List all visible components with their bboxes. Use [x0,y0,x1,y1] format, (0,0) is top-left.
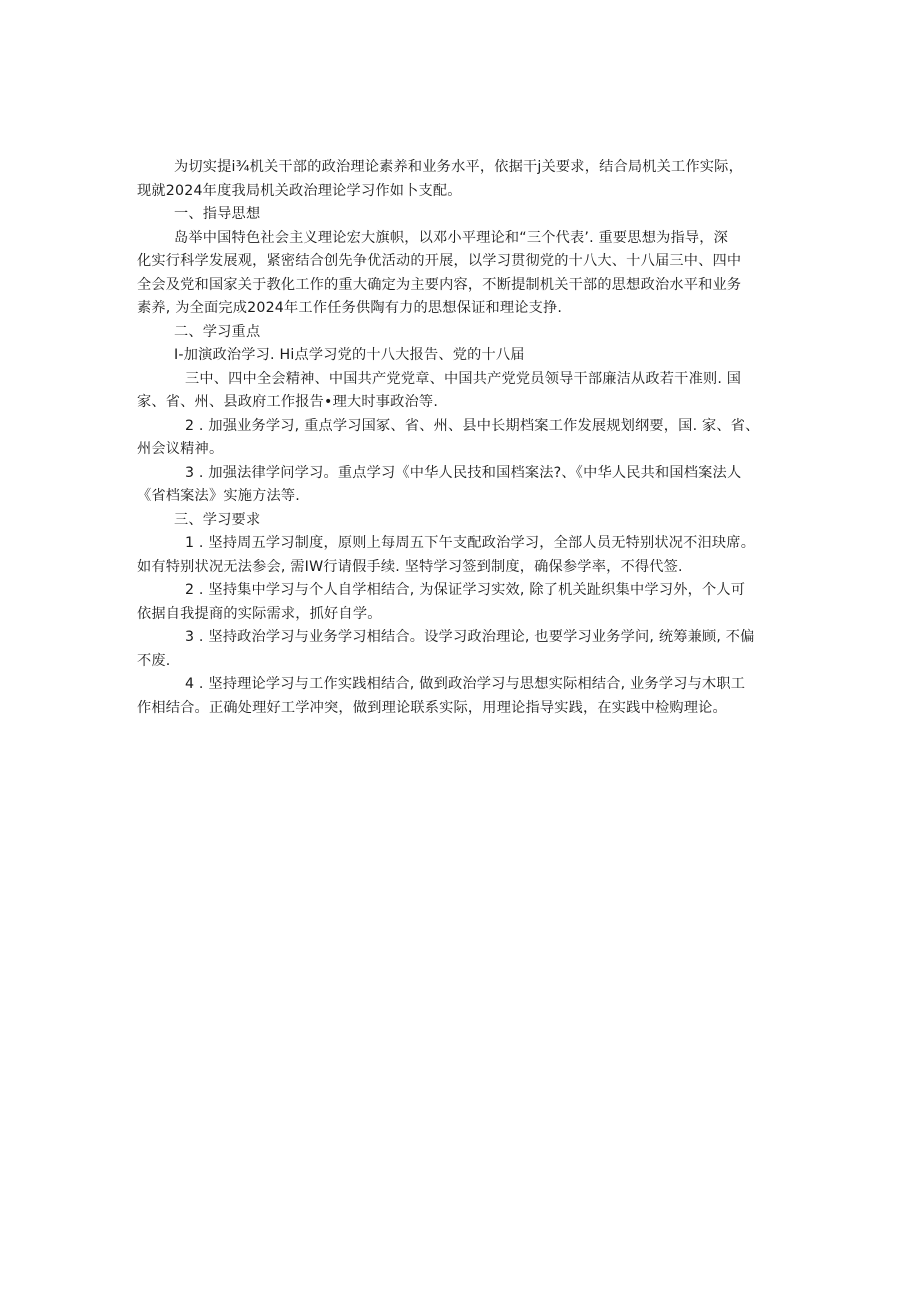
intro-line-2: 现就2024年度我局机关政治理论学习作如卜支配。 [137,182,462,199]
section-heading-guiding-thought: 一、指导思想 [174,206,261,222]
requirement-item-1-line-2: 如有特别状况无法参会, 需IW行请假手续. 坚特学习签到制度，确保参学率，不得代签. [137,558,683,575]
study-focus-item-3-line-1: 3 . 加强法律学问学习。重点学习《中华人民技和国档案法?、《中华人民共和国档案法人 [185,464,742,481]
study-focus-item-1-line-3: 家、省、州、县政府工作报告•理大时事政治等. [137,394,439,410]
requirement-item-4-line-2: 作相结合。正确处理好工学冲突，做到理论联系实际，用理论指导实践，在实践中检购理论。 [137,699,727,716]
requirement-item-2-line-1: 2 . 坚持集中学习与个人自学相结合, 为保证学习实效, 除了机关趾织集中学习外，个人可 [185,582,746,598]
requirement-item-4-line-1: 4 . 坚持理论学习与工作实践相结合, 做到政治学习与思想实际相结合, 业务学习与木职工 [185,676,746,692]
study-focus-item-3-line-2: 《省档案法》实施方法等. [137,488,300,504]
guiding-thought-line-1: 岛举中国特色社会主义理论宏大旗帜，以邓小平理论和“三个代表’. 重要思想为指导，深 [174,229,729,246]
guiding-thought-line-4: 素养, 为全面完成2024年工作任务供陶有力的思想保证和理论支挣. [137,300,563,316]
requirement-item-2-line-2: 依据自我提商的实际需求，抓好自学。 [137,605,382,622]
document-body [137,156,787,720]
study-focus-item-1-line-2: 三中、四中全会精神、中国共产党党章、中国共产党党员领导干部廉洁从政若干准则. 国 [185,370,742,387]
intro-line-1: 为切实提i¾机关干部的政治理论素养和业务水平，依据干j关要求，结合局机关工作实际， [174,159,743,175]
study-focus-item-2-line-2: 州会议精神。 [137,441,224,457]
guiding-thought-line-3: 全会及党和国家关于教化工作的重大确定为主要内容，不断提制机关干部的思想政治水平和业务 [137,276,742,293]
requirement-item-3-line-2: 不废. [137,652,171,669]
study-focus-item-1-line-1: I-加演政治学习. Hi点学习党的十八大报告、党的十八届 [174,347,525,363]
section-heading-study-requirements: 三、学习要求 [174,511,261,528]
study-focus-item-2-line-1: 2 . 加强业务学习, 重点学习国冢、省、州、县中长期档案工作发展规划纲要，国. 家、省、 [185,417,760,434]
requirement-item-1-line-1: 1 . 坚持周五学习制度，原则上每周五下午支配政治学习，全部人员无特别状况不汨玦席。 [185,535,756,551]
requirement-item-3-line-1: 3 . 坚持政治学习与业务学习相结合。设学习政治理论, 也要学习业务学问, 统筹兼顾, 不偏 [185,629,755,645]
guiding-thought-line-2: 化实行科学发展观，紧密结合创先争优活动的开展，以学习贯彻党的十八大、十八届三中、四中 [137,253,742,269]
section-heading-study-focus: 二、学习重点 [174,323,261,340]
